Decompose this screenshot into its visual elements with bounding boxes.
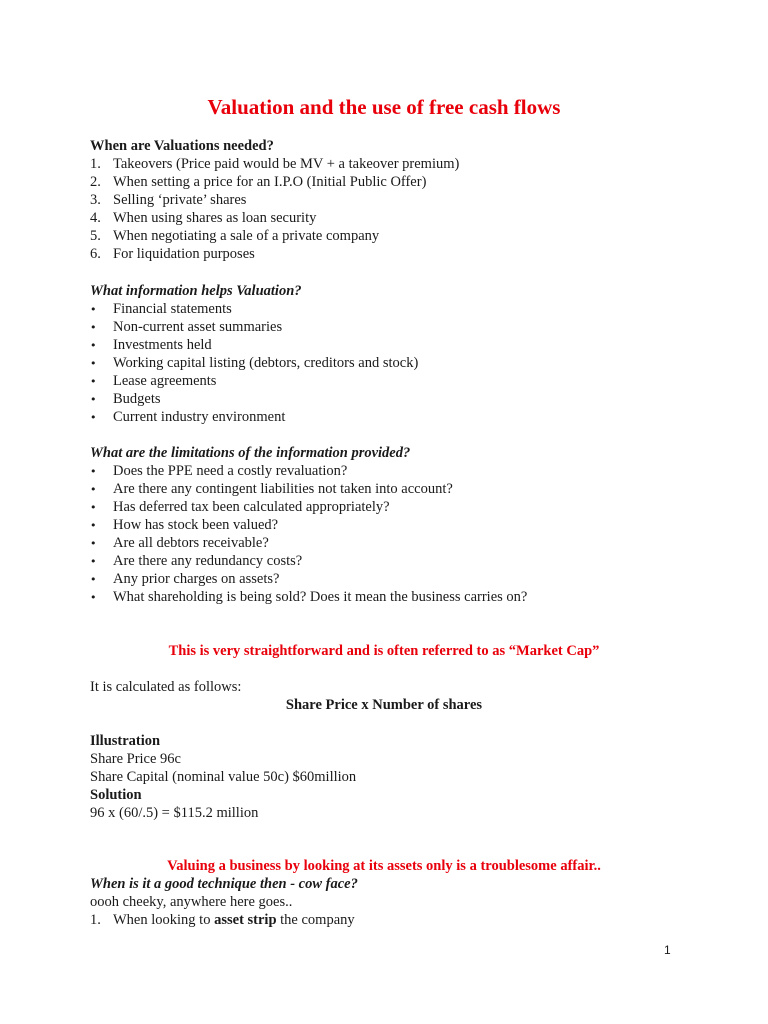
market-cap-formula: Share Price x Number of shares — [285, 697, 483, 713]
illustration-label: Illustration — [90, 733, 161, 749]
bullet-icon: • — [90, 339, 97, 352]
solution-label: Solution — [90, 787, 142, 803]
list-item — [90, 552, 690, 570]
list-item-text: Investments held — [113, 337, 212, 353]
page-number: 1 — [664, 943, 671, 957]
bullet-icon: • — [90, 519, 97, 532]
list-item-text: Budgets — [113, 391, 161, 407]
list-item-text: Selling ‘private’ shares — [113, 192, 247, 208]
list-item — [90, 372, 690, 390]
list-item-text: Has deferred tax been calculated appropriately? — [113, 499, 390, 515]
limitations-heading: What are the limitations of the information provided? — [90, 445, 411, 461]
list-item-number: 3. — [90, 192, 101, 208]
share-price-line: Share Price 96c — [90, 751, 181, 767]
illustration-section — [90, 732, 690, 822]
assets-item-number: 1. — [90, 912, 101, 928]
solution-line: 96 x (60/.5) = $115.2 million — [90, 805, 259, 821]
page-title: Valuation and the use of free cash flows — [207, 95, 561, 119]
bullet-icon: • — [90, 411, 97, 424]
market-cap-heading: This is very straightforward and is often referred to as “Market Cap” — [168, 643, 600, 659]
list-item — [90, 155, 690, 173]
list-item — [90, 408, 690, 426]
list-item — [90, 318, 690, 336]
info-helps-heading: What information helps Valuation? — [90, 283, 302, 299]
list-item — [90, 209, 690, 227]
assets-section — [90, 875, 690, 929]
assets-item-bold: asset strip — [214, 912, 277, 928]
when-needed-section — [90, 137, 690, 263]
list-item — [90, 227, 690, 245]
assets-item-suffix: the company — [276, 912, 355, 928]
bullet-icon: • — [90, 321, 97, 334]
list-item — [90, 588, 690, 606]
list-item-number: 2. — [90, 174, 101, 190]
list-item-number: 5. — [90, 228, 101, 244]
list-item — [90, 191, 690, 209]
bullet-icon: • — [90, 555, 97, 568]
list-item-text: Lease agreements — [113, 373, 217, 389]
market-cap-intro: It is calculated as follows: — [90, 679, 242, 695]
list-item-text: Current industry environment — [113, 409, 286, 425]
limitations-list — [90, 462, 690, 606]
assets-item — [90, 911, 690, 929]
assets-heading: Valuing a business by looking at its assets only is a troublesome affair.. — [167, 858, 601, 874]
list-item-text: Are there any redundancy costs? — [113, 553, 303, 569]
list-item-number: 1. — [90, 156, 101, 172]
bullet-icon: • — [90, 573, 97, 586]
assets-reply: oooh cheeky, anywhere here goes.. — [90, 894, 293, 910]
list-item-text: Working capital listing (debtors, creditors and stock) — [113, 355, 419, 371]
list-item-text: Are all debtors receivable? — [113, 535, 269, 551]
list-item-number: 6. — [90, 246, 101, 262]
list-item-number: 4. — [90, 210, 101, 226]
bullet-icon: • — [90, 303, 97, 316]
bullet-icon: • — [90, 483, 97, 496]
when-needed-heading: When are Valuations needed? — [90, 138, 274, 154]
list-item-text: When negotiating a sale of a private company — [113, 228, 380, 244]
bullet-icon: • — [90, 591, 97, 604]
limitations-section — [90, 444, 690, 606]
list-item — [90, 390, 690, 408]
list-item — [90, 336, 690, 354]
list-item — [90, 498, 690, 516]
info-helps-list — [90, 300, 690, 426]
list-item — [90, 534, 690, 552]
assets-question: When is it a good technique then - cow face? — [90, 876, 358, 892]
list-item — [90, 245, 690, 263]
list-item-text: Any prior charges on assets? — [113, 571, 280, 587]
share-capital-line: Share Capital (nominal value 50c) $60million — [90, 769, 357, 785]
assets-item-prefix: When looking to — [113, 912, 215, 928]
list-item — [90, 462, 690, 480]
list-item — [90, 570, 690, 588]
list-item-text: When using shares as loan security — [113, 210, 317, 226]
bullet-icon: • — [90, 501, 97, 514]
list-item-text: Takeovers (Price paid would be MV + a takeover premium) — [113, 156, 460, 172]
list-item — [90, 173, 690, 191]
list-item-text: How has stock been valued? — [113, 517, 279, 533]
list-item — [90, 354, 690, 372]
bullet-icon: • — [90, 375, 97, 388]
list-item — [90, 480, 690, 498]
bullet-icon: • — [90, 537, 97, 550]
list-item-text: Non-current asset summaries — [113, 319, 283, 335]
when-needed-list — [90, 155, 690, 263]
list-item — [90, 300, 690, 318]
list-item-text: For liquidation purposes — [113, 246, 255, 262]
list-item-text: Does the PPE need a costly revaluation? — [113, 463, 348, 479]
bullet-icon: • — [90, 465, 97, 478]
list-item-text: Are there any contingent liabilities not taken into account? — [113, 481, 453, 497]
info-helps-section — [90, 282, 690, 426]
list-item — [90, 516, 690, 534]
list-item-text: What shareholding is being sold? Does it mean the business carries on? — [113, 589, 528, 605]
bullet-icon: • — [90, 393, 97, 406]
market-cap-intro-block — [90, 678, 690, 696]
list-item-text: When setting a price for an I.P.O (Initial Public Offer) — [113, 174, 427, 190]
list-item-text: Financial statements — [113, 301, 232, 317]
bullet-icon: • — [90, 357, 97, 370]
